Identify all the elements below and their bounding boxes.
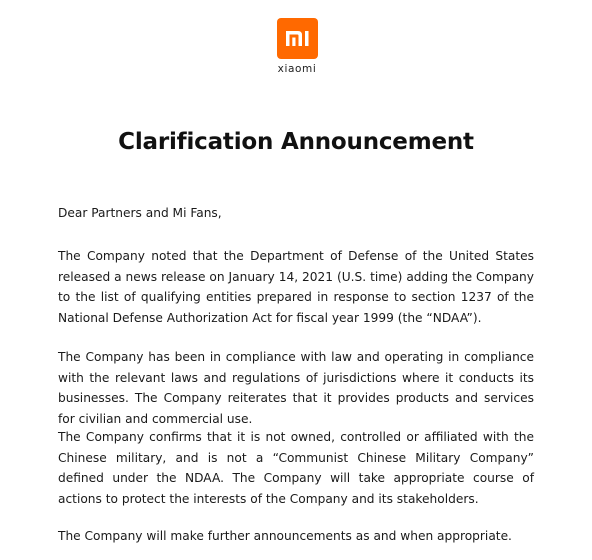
- paragraph-not-military: The Company confirms that it is not owned, controlled or affiliated with the Chinese military, and is not a “Communist Chinese Military Company” defined under the NDAA. The Company will take appropriate course of actions to protect the interests of the Company and its stakeholders.: [58, 430, 534, 506]
- mi-logo-icon: [277, 18, 318, 59]
- paragraph-dod-listing: The Company noted that the Department of Defense of the United States released a news release on January 14, 2021 (U.S. time) adding the Company to the list of qualifying entities prepared in response to section 1237 of the National Defense Authorization Act for fiscal year 1999 (the “NDAA”).: [58, 249, 534, 325]
- page-title: Clarification Announcement: [118, 129, 474, 155]
- xiaomi-wordmark: xiaomi: [277, 63, 317, 75]
- paragraph-compliance: The Company has been in compliance with law and operating in compliance with the relevant laws and regulations of jurisdictions where it conducts its businesses. The Company reiterates that it provides products and services for civilian and commercial use.: [58, 350, 534, 426]
- salutation: Dear Partners and Mi Fans,: [58, 206, 222, 220]
- xiaomi-logo: [276, 18, 318, 59]
- paragraph-further-announcements: The Company will make further announcements as and when appropriate.: [58, 529, 512, 543]
